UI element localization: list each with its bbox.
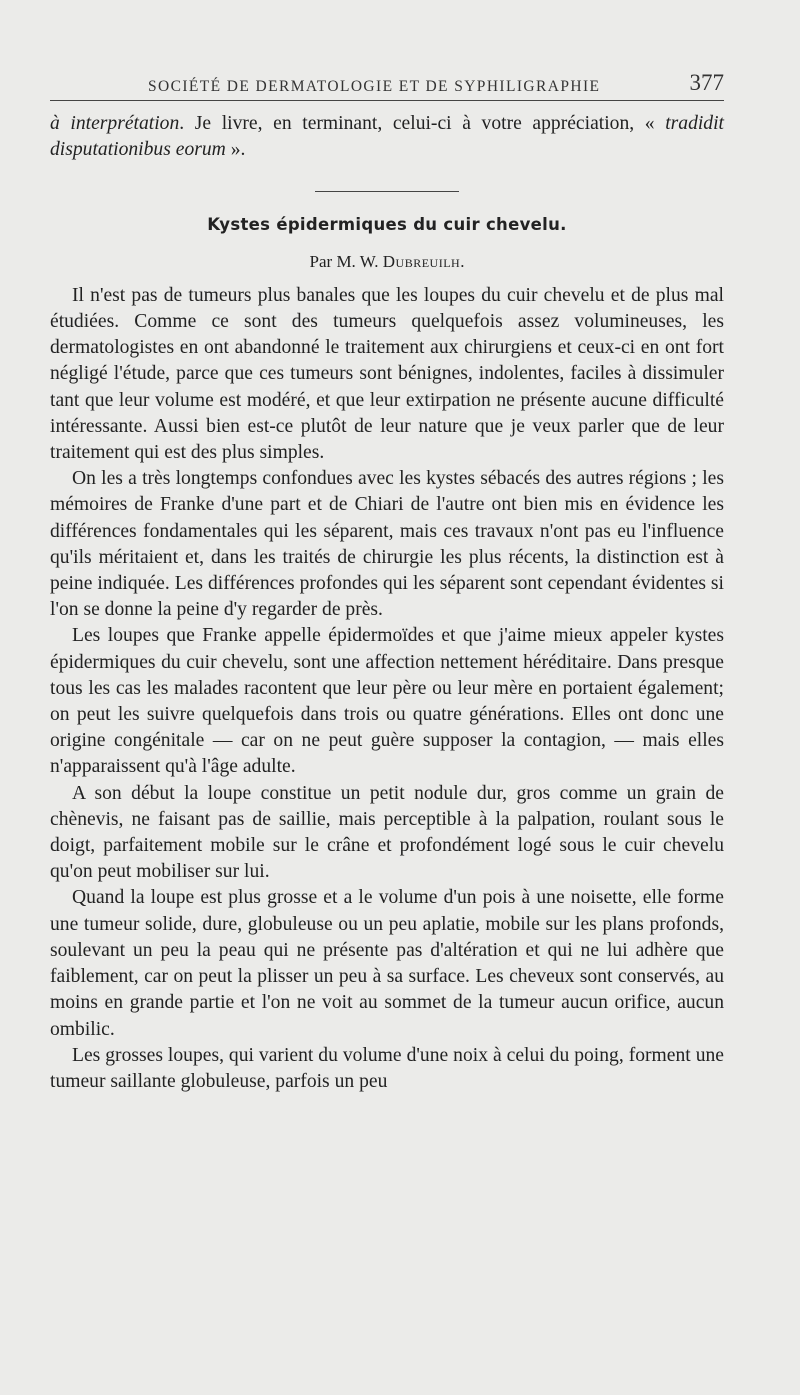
paragraph-1: Il n'est pas de tumeurs plus banales que les loupes du cuir chevelu et de plus mal étudiées. Comme ce sont des tumeurs quelquefois assez volumineuses, les dermatologistes en ont abandonné le traitement aux chirurgiens et ceux-ci en ont fort négligé l'étude, parce que ces tumeurs sont bénignes, indolentes, faciles à dissimuler tant que leur volume est modéré, et que leur extirpation ne présente aucune difficulté intéressante. Aussi bien est-ce plutôt de leur nature que je veux parler que de leur traitement qui est des plus simples. <box>50 284 724 464</box>
byline-prefix: Par M. W. <box>309 251 383 271</box>
byline <box>50 249 724 275</box>
page-number: 377 <box>689 70 724 95</box>
paragraph-3: Les loupes que Franke appelle épidermoïdes et que j'aime mieux appeler kystes épidermiques du cuir chevelu, sont une affection nettement héréditaire. Dans presque tous les cas les malades racontent que leur père ou leur mère en portaient également; on peut les suivre quelquefois dans trois ou quatre générations. Elles ont donc une origine congénitale — car on ne peut guère supposer la contagion, — mais elles n'apparaissent qu'à l'âge adulte. <box>50 625 724 778</box>
intro-paragraph <box>50 111 724 163</box>
quote-open-mark: « <box>644 113 666 134</box>
intro-text: . Je livre, en terminant, celui-ci à votre appréciation, <box>179 113 635 134</box>
paragraph-6: Les grosses loupes, qui varient du volume d'une noix à celui du poing, forment une tumeur saillante globuleuse, parfois un peu <box>50 1044 724 1092</box>
latin-quote: tradidit disputationibus eorum <box>50 113 724 161</box>
article-title: Kystes épidermiques du cuir chevelu. <box>207 215 567 235</box>
section-separator <box>315 191 459 192</box>
byline-suffix: . <box>460 251 465 271</box>
paragraph-2: On les a très longtemps confondues avec les kystes sébacés des autres régions ; les mémoires de Franke d'une part et de Chiari de l'autre ont bien mis en évidence les différences fondamentales qui les séparent, mais ces travaux n'ont pas eu l'influence qu'ils méritaient et, dans les traités de chirurgie les plus récents, la distinction est à peine indiquée. Les différences profondes qui les séparent sont cependant évidentes si l'on se donne la peine d'y regarder de près. <box>50 468 724 621</box>
page-body <box>50 111 724 1095</box>
running-title: SOCIÉTÉ DE DERMATOLOGIE ET DE SYPHILIGRAPHIE <box>148 78 601 95</box>
paragraph-5: Quand la loupe est plus grosse et a le volume d'un pois à une noisette, elle forme une tumeur solide, dure, globuleuse ou un peu aplatie, mobile sur les plans profonds, soulevant un peu la peau qui ne présente pas d'altération et qui ne lui adhère que faiblement, car on peut la plisser un peu à sa surface. Les cheveux sont conservés, au moins en grande partie et l'on ne voit au sommet de la tumeur aucun orifice, aucun ombilic. <box>50 887 724 1040</box>
running-header <box>50 66 724 101</box>
author-name: Dubreuilh <box>382 251 461 271</box>
intro-italic-phrase: à interprétation <box>50 113 180 134</box>
quote-close-mark: ». <box>225 139 246 161</box>
paragraph-4: A son début la loupe constitue un petit nodule dur, gros comme un grain de chènevis, ne faisant pas de saillie, mais perceptible à la palpation, roulant sous le doigt, parfaitement mobile sur le crâne et profondément logé sous le cuir chevelu qu'on peut mobiliser sur lui. <box>50 782 724 883</box>
